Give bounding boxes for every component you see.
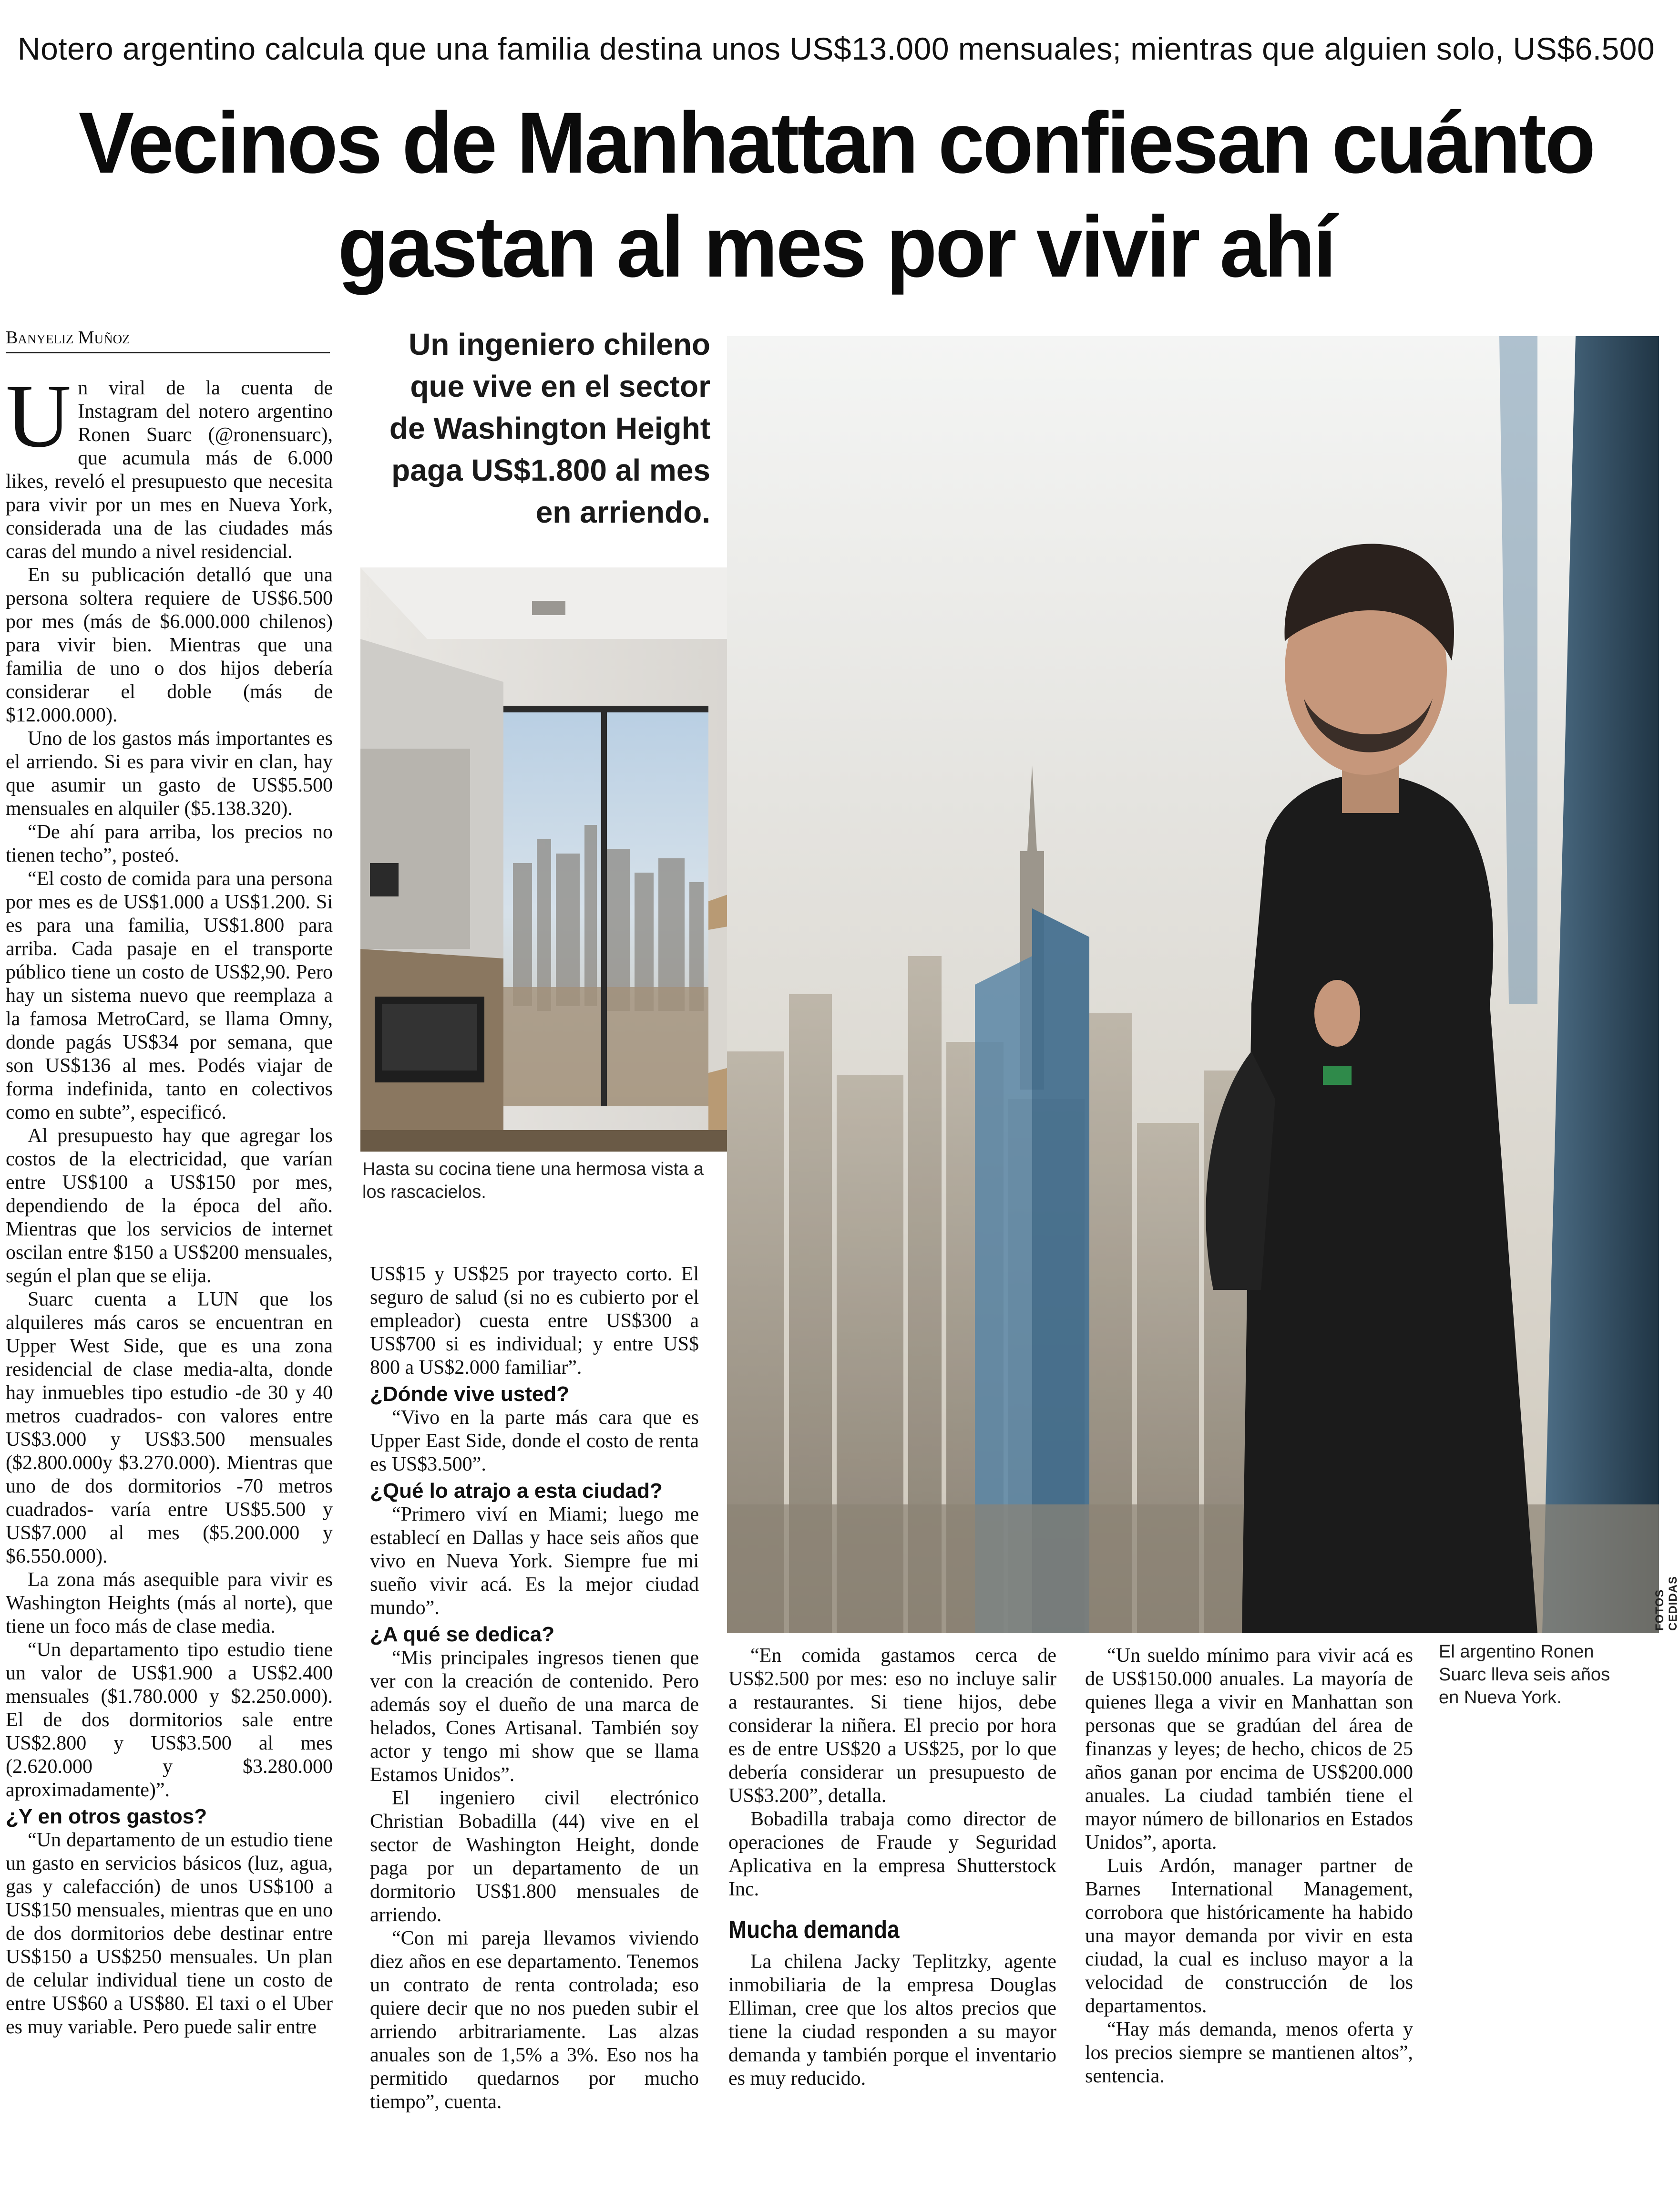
- paragraph: “Primero viví en Miami; luego me establecí en Dallas y hace seis años que vivo en Nueva York. Siempre fue mi sueño vivir acá. Es la mejor ciudad mundo”.: [370, 1503, 699, 1619]
- paragraph: Suarc cuenta a LUN que los alquileres más caros se encuentran en Upper West Side, que es una zona residencial de clase media-alta, donde hay inmuebles tipo estudio -de 30 y 40 metros cuadrados- con valores entre US$3.000 y US$3.500 mensuales ($2.800.000y $3.270.000). Mientras que uno de dos dormitorios -70 metros cuadrados- varía entre US$5.500 y US$7.000 al mes ($5.200.000 y $6.550.000).: [6, 1288, 333, 1567]
- paragraph: La zona más asequible para vivir es Washington Heights (más al norte), que tiene un foco más de clase media.: [6, 1569, 333, 1637]
- headline: [33, 91, 1639, 299]
- kicker: Notero argentino calcula que una familia destina unos US$13.000 mensuales; mientras que alguien solo, US$6.500: [17, 31, 1655, 66]
- paragraph: “En comida gastamos cerca de US$2.500 por mes: eso no incluye salir a restaurantes. Si tiene hijos, debe considerar la niñera. El precio por hora es de entre US$20 a US$25, por lo que debería considerar un presupuesto de US$3.200”, detalla.: [728, 1645, 1056, 1807]
- pull-quote: [367, 323, 710, 533]
- paragraph: n viral de la cuenta de Instagram del notero argentino Ronen Suarc (@ronensuarc), que acumula más de 6.000 likes, reveló el presupuesto que necesita para vivir por un mes en Nueva York, considerada una de las ciudades más caras del mundo a nivel residencial.: [6, 377, 333, 563]
- paragraph: “Hay más demanda, menos oferta y los precios siempre se mantienen altos”, sentencia.: [1085, 2018, 1413, 2087]
- pull-quote-line: en arriendo.: [535, 495, 710, 529]
- portrait-photo: [727, 336, 1659, 1633]
- pull-quote-line: Un ingeniero chileno: [409, 327, 710, 361]
- paragraph: “El costo de comida para una persona por mes es de US$1.000 a US$1.200. Si es para una familia, US$1.800 para arriba. Cada pasaje en el transporte público tiene un costo de US$2,90. Pero hay un sistema nuevo que reemplaza a la famosa MetroCard, se llama Omny, donde pagás US$34 por semana, que son US$136 al mes. Podés viajar de forma indefinida, tanto en colectivos como en subte”, especificó.: [6, 868, 333, 1123]
- article-column-3: [728, 1644, 1056, 2090]
- paragraph: Uno de los gastos más importantes es el arriendo. Si es para vivir en clan, hay que asumir un gasto de US$5.500 mensuales en alquiler ($5.138.320).: [6, 728, 333, 820]
- subheading: ¿A qué se dedica?: [370, 1623, 555, 1646]
- paragraph: “Vivo en la parte más cara que es Upper East Side, donde el costo de renta es US$3.500”.: [370, 1407, 699, 1475]
- drop-cap: U: [6, 366, 72, 466]
- article-column-2: [370, 1263, 699, 2114]
- paragraph: Luis Ardón, manager partner de Barnes International Management, corrobora que históricamente ha habido una mayor demanda por vivir en esta ciudad, la cual es incluso mayor a la velocidad de construcción de los departamentos.: [1085, 1855, 1413, 2017]
- paragraph: “Un sueldo mínimo para vivir acá es de US$150.000 anuales. La mayoría de quienes llega a vivir en Manhattan son personas que se gradúan del área de finanzas y leyes; de hecho, chicos de 25 años ganan por encima de US$200.000 anuales. La ciudad también tiene el mayor número de billonarios en Estados Unidos”, aporta.: [1085, 1645, 1413, 1853]
- paragraph: US$15 y US$25 por trayecto corto. El seguro de salud (si no es cubierto por el empleador) cuesta entre US$300 a US$700 si es individual; y entre US$ 800 a US$2.000 familiar”.: [370, 1263, 699, 1379]
- pull-quote-line: paga US$1.800 al mes: [391, 453, 710, 487]
- article-column-4: [1085, 1644, 1413, 2088]
- article-column-1: [6, 366, 333, 2039]
- paragraph: El ingeniero civil electrónico Christian Bobadilla (44) vive en el sector de Washington Height, donde paga por un departamento de un dormitorio US$1.800 mensuales de arriendo.: [370, 1787, 699, 1926]
- portrait-caption: El argentino Ronen Suarc lleva seis años en Nueva York.: [1439, 1642, 1610, 1708]
- portrait-illustration: [727, 336, 1659, 1633]
- subheading: ¿Y en otros gastos?: [6, 1805, 207, 1828]
- kitchen-caption: Hasta su cocina tiene una hermosa vista a los rascacielos.: [362, 1159, 704, 1202]
- paragraph: En su publicación detalló que una persona soltera requiere de US$6.500 por mes (más de $6.000.000 chilenos) para vivir bien. Mientras que una familia de uno o dos hijos debería considerar el doble (más de $12.000.000).: [6, 564, 333, 726]
- paragraph: “Un departamento de un estudio tiene un gasto en servicios básicos (luz, agua, gas y calefacción) de unos US$100 a US$150 mensuales, mientras que en uno de dos dormitorios debe destinar entre US$150 a US$250 mensuales. Un plan de celular individual tiene un costo de entre US$60 a US$80. El taxi o el Uber es muy variable. Pero puede salir entre: [6, 1829, 333, 2038]
- paragraph: “Mis principales ingresos tienen que ver con la creación de contenido. Pero además soy el dueño de una marca de helados, Cones Artisanal. También soy actor y tengo mi show que se llama Estamos Unidos”.: [370, 1647, 699, 1786]
- paragraph: “Con mi pareja llevamos viviendo diez años en ese departamento. Tenemos un contrato de renta controlada; eso quiere decir que no nos pueden subir el arriendo arbitrariamente. Las alzas anuales son de 1,5% a 3%. Eso nos ha permitido quedarnos por mucho tiempo”, cuenta.: [370, 1927, 699, 2113]
- pull-quote-line: que vive en el sector: [410, 369, 710, 403]
- subheading: ¿Dónde vive usted?: [370, 1382, 570, 1406]
- paragraph: Bobadilla trabaja como director de operaciones de Fraude y Seguridad Aplicativa en la empresa Shutterstock Inc.: [728, 1808, 1056, 1900]
- paragraph: Al presupuesto hay que agregar los costos de la electricidad, que varían entre US$100 a US$150 por mes, dependiendo de la época del año. Mientras que los servicios de internet oscilan entre $150 a US$200 mensuales, según el plan que se elija.: [6, 1125, 333, 1287]
- photo-credit: FOTOS CEDIDAS: [1653, 1575, 1680, 1631]
- headline-line-2: gastan al mes por vivir ahí: [338, 198, 1335, 295]
- headline-line-1: Vecinos de Manhattan confiesan cuánto: [78, 94, 1594, 191]
- paragraph: “De ahí para arriba, los precios no tienen techo”, posteó.: [6, 821, 333, 866]
- subheading: ¿Qué lo atrajo a esta ciudad?: [370, 1479, 663, 1503]
- paragraph: “Un departamento tipo estudio tiene un valor de US$1.900 a US$2.400 mensuales ($1.780.000 y $2.250.000). El de dos dormitorios sale entre US$2.800 y US$3.500 al mes (2.620.000 y $3.280.000 aproximadamente)”.: [6, 1639, 333, 1801]
- pull-quote-line: de Washington Height: [389, 411, 710, 445]
- byline: Banyeliz Muñoz: [6, 327, 330, 353]
- paragraph: La chilena Jacky Teplitzky, agente inmobiliaria de la empresa Douglas Elliman, cree que los altos precios que tiene la ciudad responden a su mayor demanda y también porque el inventario es muy reducido.: [728, 1951, 1056, 2090]
- section-heading: Mucha demanda: [728, 1916, 900, 1944]
